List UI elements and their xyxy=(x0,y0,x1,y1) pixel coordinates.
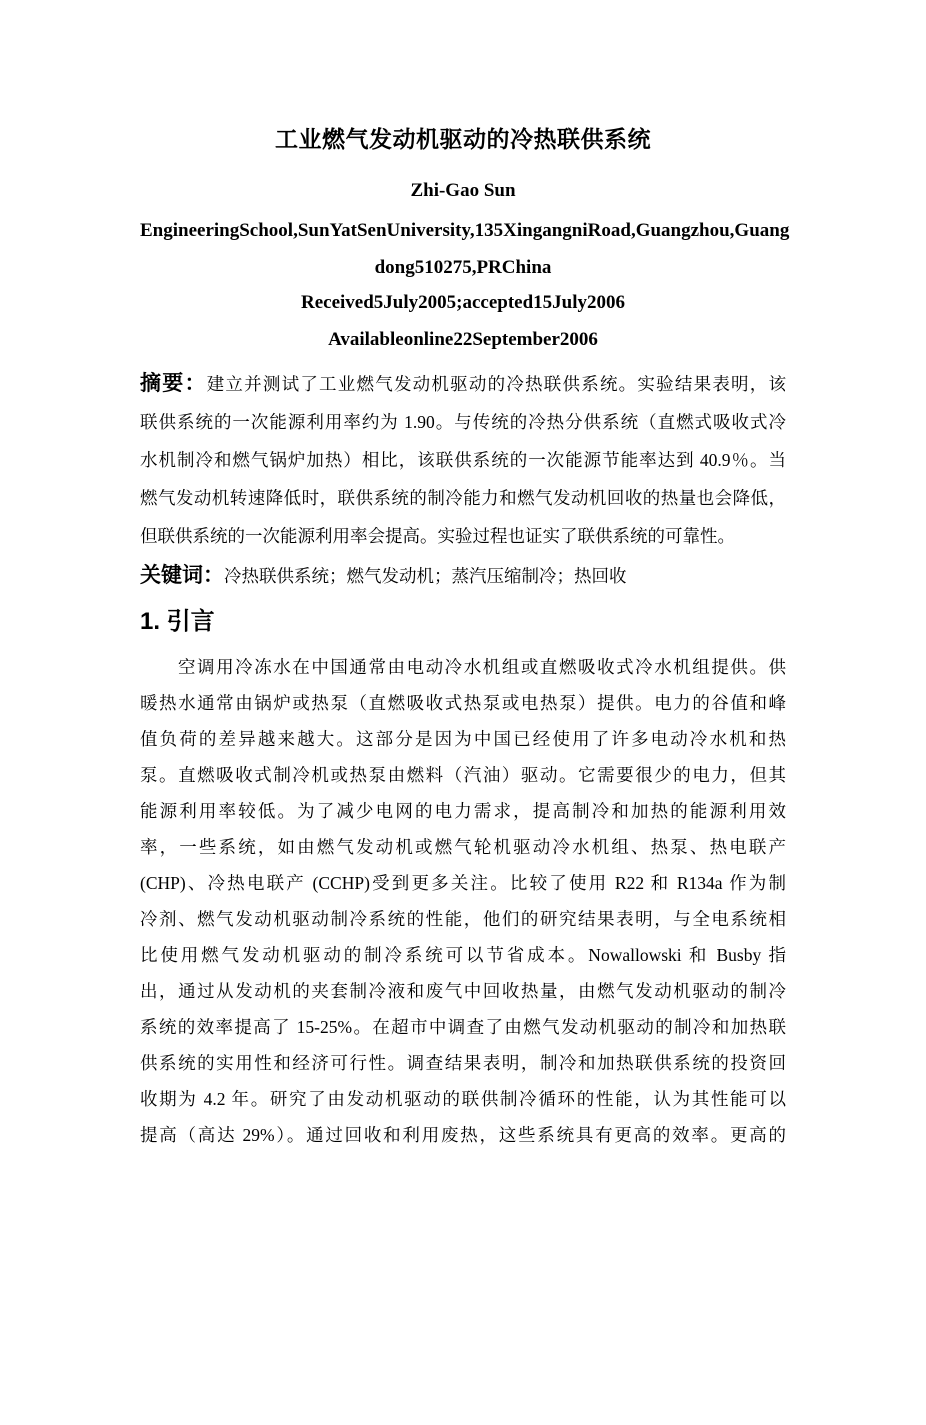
paragraph-rest-lines xyxy=(140,685,786,1153)
paragraph-text-line: 系统的效率提高了 15-25%。在超市中调查了由燃气发动机驱动的制冷和加热联 xyxy=(140,1017,786,1037)
affiliation-line-2: dong510275,PRChina xyxy=(374,257,552,278)
abstract-first-line-text: 建立并测试了工业燃气发动机驱动的冷热联供系统。实验结果表明，该 xyxy=(206,374,787,394)
section-1-heading: 1. 引言 xyxy=(140,608,215,635)
paper-title: 工业燃气发动机驱动的冷热联供系统 xyxy=(275,126,651,152)
paragraph-text-line: 收期为 4.2 年。研究了由发动机驱动的联供制冷循环的性能，认为其性能可以 xyxy=(140,1089,786,1109)
paragraph-first-line: 空调用冷冻水在中国通常由电动冷水机组或直燃吸收式冷水机组提供。供 xyxy=(178,657,786,677)
keywords-line xyxy=(140,557,786,595)
abstract-label: 摘要： xyxy=(140,372,207,395)
paragraph-text-line: (CHP)、冷热电联产 (CCHP)受到更多关注。比较了使用 R22 和 R134a 作为制 xyxy=(140,873,786,893)
abstract-text-line: 燃气发动机转速降低时，联供系统的制冷能力和燃气发动机回收的热量也会降低， xyxy=(140,488,786,508)
paragraph-text-line: 提高（高达 29%）。通过回收和利用废热，这些系统具有更高的效率。更高的 xyxy=(140,1125,786,1145)
paragraph-text-line: 出，通过从发动机的夹套制冷液和废气中回收热量，由燃气发动机驱动的制冷 xyxy=(140,981,786,1001)
received-accepted-dates: Received5July2005;accepted15July2006 xyxy=(300,292,625,313)
keywords-label: 关键词： xyxy=(140,564,224,587)
paragraph-text-line: 比使用燃气发动机驱动的制冷系统可以节省成本。Nowallowski 和 Busby 指 xyxy=(140,945,786,965)
author-name: Zhi-Gao Sun xyxy=(410,180,516,201)
abstract-text-line: 水机制冷和燃气锅炉加热）相比，该联供系统的一次能源节能率达到 40.9％。当 xyxy=(140,450,786,470)
document-page xyxy=(0,116,926,1425)
introduction-paragraph xyxy=(140,649,786,1153)
paragraph-text-line: 供系统的实用性和经济可行性。调查结果表明，制冷和加热联供系统的投资回 xyxy=(140,1053,786,1073)
abstract-first-line xyxy=(140,365,786,403)
abstract-text-line: 但联供系统的一次能源利用率会提高。实验过程也证实了联供系统的可靠性。 xyxy=(140,526,735,546)
paragraph-text-line: 泵。直燃吸收式制冷机或热泵由燃料（汽油）驱动。它需要很少的电力，但其 xyxy=(140,765,786,785)
paragraph-text-line: 暖热水通常由锅炉或热泵（直燃吸收式热泵或电热泵）提供。电力的谷值和峰 xyxy=(140,693,786,713)
abstract-rest-lines xyxy=(140,403,786,555)
paragraph-text-line: 值负荷的差异越来越大。这部分是因为中国已经使用了许多电动冷水机和热 xyxy=(140,729,786,749)
abstract-text-line: 联供系统的一次能源利用率约为 1.90。与传统的冷热分供系统（直燃式吸收式冷 xyxy=(140,412,786,432)
paragraph-text-line: 率，一些系统，如由燃气发动机或燃气轮机驱动冷水机组、热泵、热电联产 xyxy=(140,837,786,857)
affiliation-line-1: EngineeringSchool,SunYatSenUniversity,135XingangniRoad,Guangzhou,Guang xyxy=(140,220,790,241)
available-online-date: Availableonline22September2006 xyxy=(328,329,598,350)
abstract-block xyxy=(140,365,786,555)
keywords-text: 冷热联供系统；燃气发动机；蒸汽压缩制冷；热回收 xyxy=(224,566,627,586)
paragraph-text-line: 能源利用率较低。为了减少电网的电力需求，提高制冷和加热的能源利用效 xyxy=(140,801,786,821)
paragraph-text-line: 冷剂、燃气发动机驱动制冷系统的性能，他们的研究结果表明，与全电系统相 xyxy=(140,909,786,929)
